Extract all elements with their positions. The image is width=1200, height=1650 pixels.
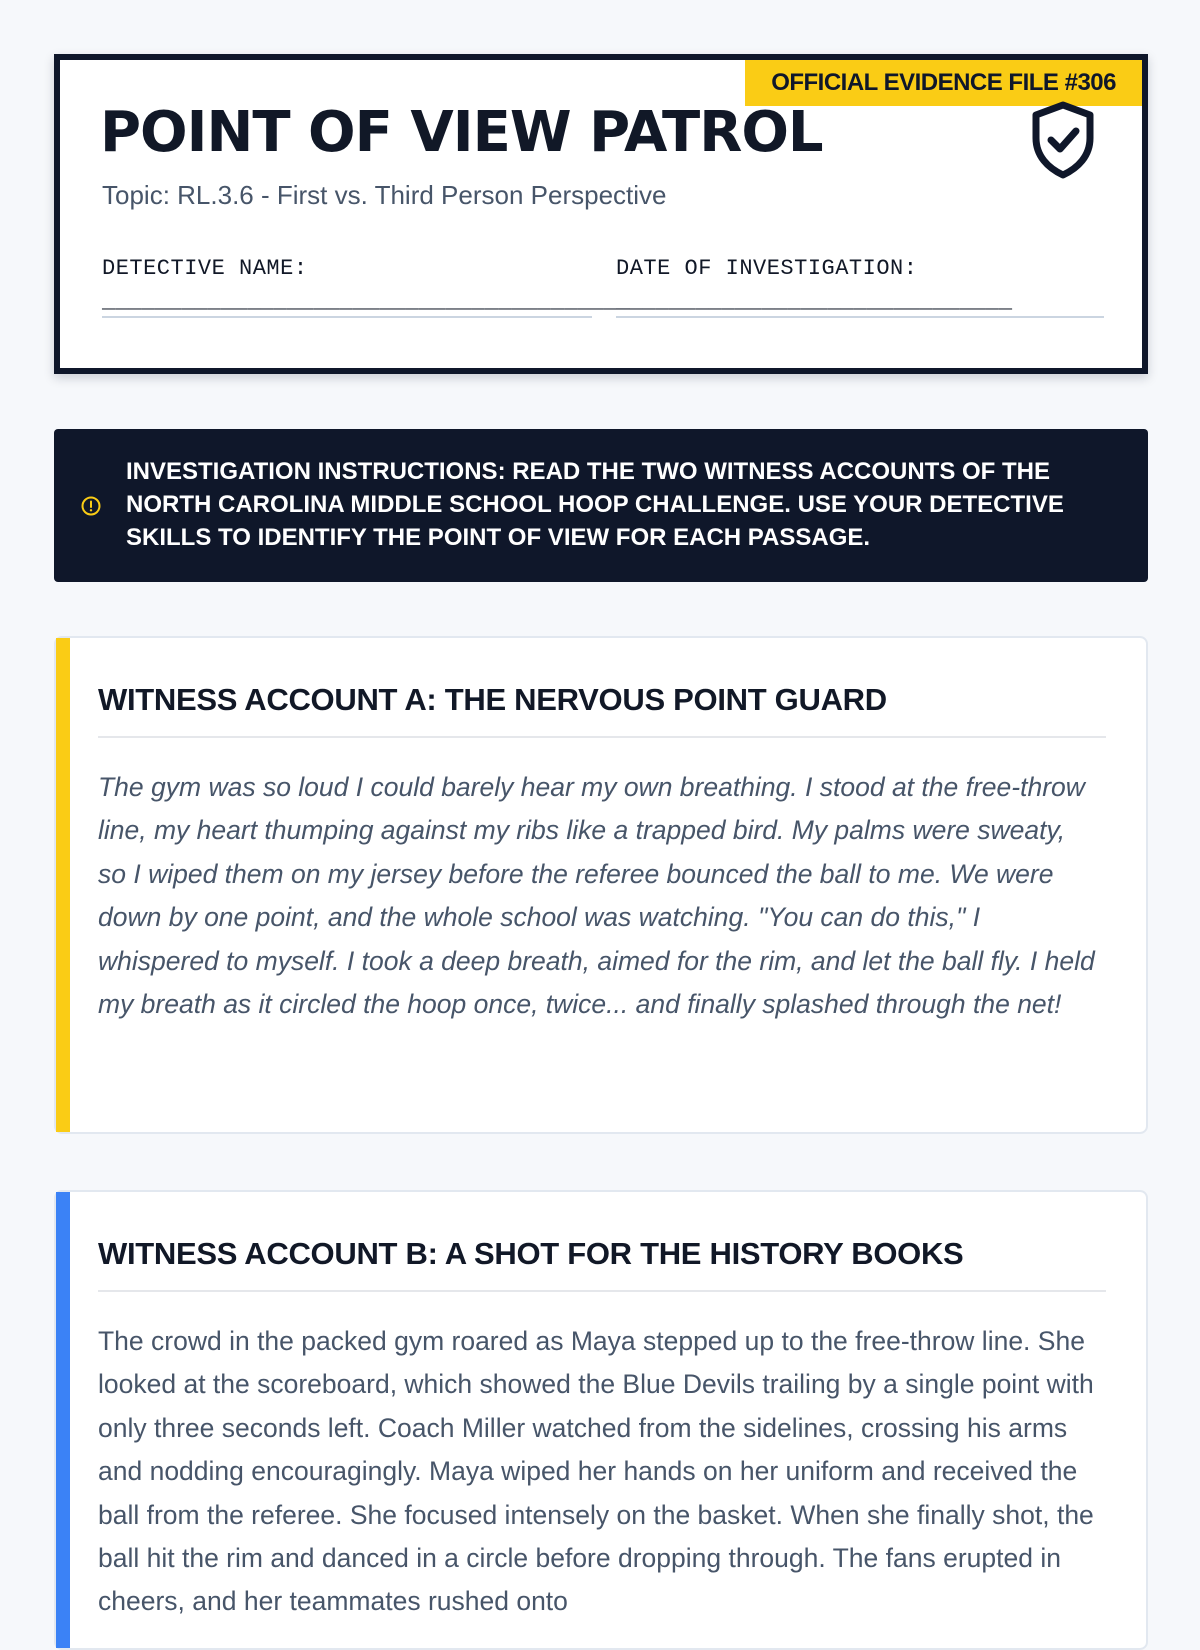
- page-title: POINT OF VIEW PATROL: [100, 100, 823, 165]
- evidence-file-tag: OFFICIAL EVIDENCE FILE #306: [745, 60, 1142, 106]
- card-accent-bar: [56, 1192, 70, 1648]
- investigation-date-label: DATE OF INVESTIGATION:: [616, 256, 918, 281]
- witness-account-title: WITNESS ACCOUNT B: A SHOT FOR THE HISTORY BOOKS: [98, 1236, 1106, 1292]
- case-file-header: [54, 54, 1148, 374]
- instructions-text: INVESTIGATION INSTRUCTIONS: READ THE TWO WITNESS ACCOUNTS OF THE NORTH CAROLINA MIDDLE SCHOOL HOOP CHALLENGE. USE YOUR DETECTIVE SKILLS TO IDENTIFY THE POINT OF VIEW FOR EACH PASSAGE.: [126, 458, 1064, 551]
- shield-check-icon: [1028, 100, 1098, 180]
- topic-line: Topic: RL.3.6 - First vs. Third Person Perspective: [102, 180, 667, 210]
- witness-account-a: [54, 636, 1148, 1134]
- alert-circle-icon: [80, 495, 102, 517]
- witness-account-title: WITNESS ACCOUNT A: THE NERVOUS POINT GUARD: [98, 682, 1106, 738]
- witness-account-text: The crowd in the packed gym roared as Maya stepped up to the free-throw line. She looked at the scoreboard, which showed the Blue Devils trailing by a single point with only three seconds left. Coach Miller watched from the sidelines, crossing his arms and nodding encouragingly. Maya wiped her hands on her uniform and received the ball from the referee. She focused intensely on the basket. When she finally shot, the ball hit the rim and danced in a circle before dropping through. The fans erupted in cheers, and her teammates rushed onto: [98, 1326, 1094, 1617]
- witness-account-text: The gym was so loud I could barely hear my own breathing. I stood at the free-throw line, my heart thumping against my ribs like a trapped bird. My palms were sweaty, so I wiped them on my jersey before the referee bounced the ball to me. We were down by one point, and the whole school was watching. "You can do this," I whispered to myself. I took a deep breath, aimed for the rim, and let the ball fly. I held my breath as it circled the hoop once, twice... and finally splashed through the net!: [98, 772, 1095, 1020]
- witness-account-b: [54, 1190, 1148, 1650]
- investigation-date-blank[interactable]: ______________________________: [616, 289, 1104, 318]
- detective-name-blank[interactable]: ________________________________________: [102, 289, 592, 318]
- instructions-banner: [54, 429, 1148, 582]
- card-accent-bar: [56, 638, 70, 1132]
- detective-name-label: DETECTIVE NAME:: [102, 256, 308, 281]
- investigation-date-field[interactable]: [616, 256, 1104, 318]
- detective-name-field[interactable]: [102, 256, 631, 318]
